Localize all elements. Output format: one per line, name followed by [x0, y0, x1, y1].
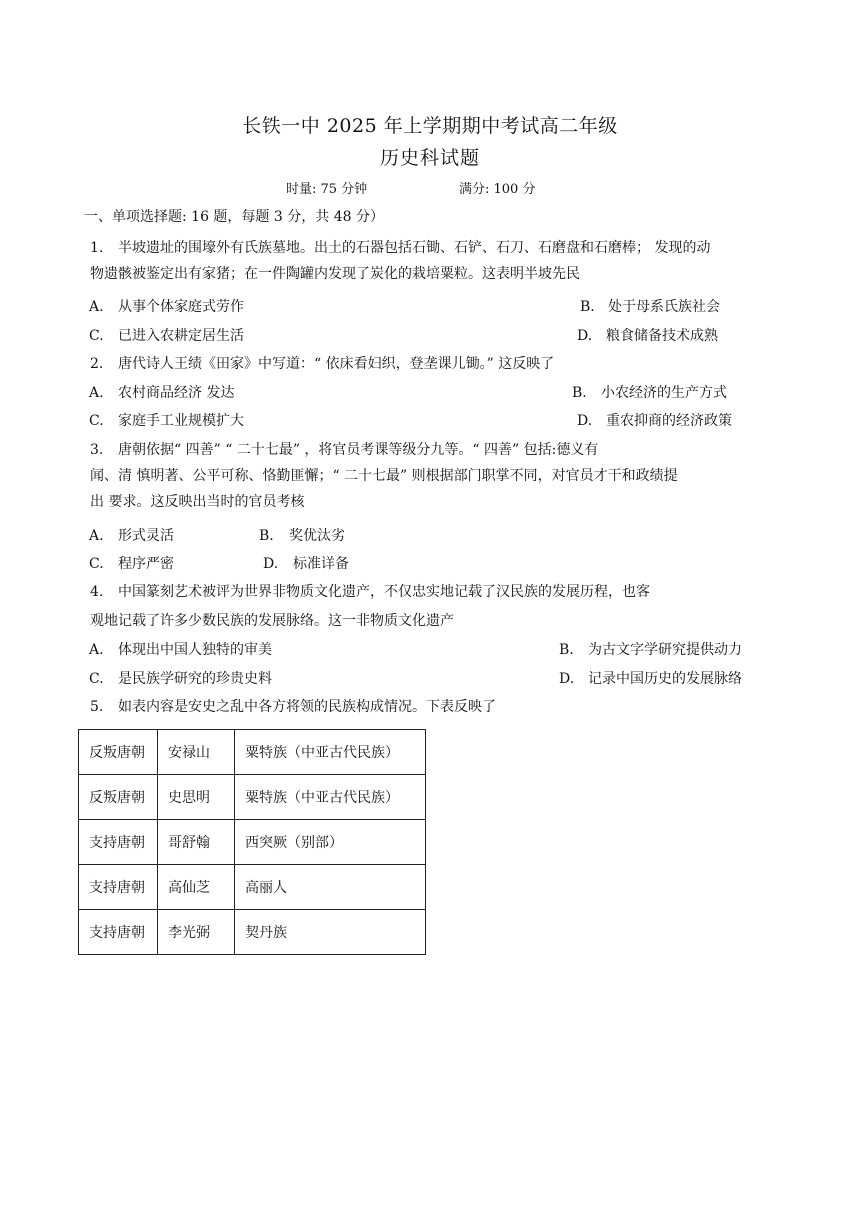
option-text: 已进入农耕定居生活: [118, 328, 244, 344]
question-stem-line: 中国篆刻艺术被评为世界非物质文化遗产，不仅忠实地记载了汉民族的发展历程，也客: [118, 584, 650, 600]
option-text: 从事个体家庭式劳作: [118, 299, 244, 315]
option-text: 奖优汰劣: [289, 528, 345, 544]
table-cell-general: 哥舒翰: [158, 820, 235, 865]
table-row: [79, 775, 426, 820]
question-stem-line: 观地记载了许多少数民族的发展脉络。这一非物质文化遗产: [90, 613, 454, 629]
option-text: 程序严密: [118, 556, 174, 572]
generals-ethnicity-table: [78, 729, 426, 955]
question-number: 4.: [90, 584, 104, 600]
question-stem-line: 闻、清 慎明著、公平可称、恪勤匪懈；“ 二十七最” 则根据部门职掌不同，对官员才干和政绩提: [90, 468, 678, 484]
table-cell-stance: 支持唐朝: [79, 910, 158, 955]
table-cell-general: 高仙芝: [158, 865, 235, 910]
option-letter: D.: [559, 671, 575, 687]
question-stem-line: 半坡遗址的围壕外有氏族墓地。出土的石器包括石锄、石铲、石刀、石磨盘和石磨棒； 发现的动: [118, 240, 711, 256]
option-text: 标准详备: [293, 556, 349, 572]
question-stem-line: 如表内容是安史之乱中各方将领的民族构成情况。下表反映了: [118, 699, 496, 715]
option-text: 粮食储备技术成熟: [606, 328, 718, 344]
table-row: [79, 820, 426, 865]
option-letter: D.: [263, 556, 279, 572]
option-text: 小农经济的生产方式: [601, 385, 727, 401]
option-letter: B.: [572, 385, 587, 401]
option-letter: D.: [577, 413, 593, 429]
option-letter: A.: [89, 642, 104, 658]
table-cell-general: 李光弼: [158, 910, 235, 955]
question-stem-line: 唐代诗人王绩《田家》中写道：“ 依床看妇织，登垄课儿锄。” 这反映了: [118, 356, 555, 372]
question-number: 1.: [90, 240, 104, 256]
table-cell-general: 安禄山: [158, 730, 235, 775]
option-letter: B.: [259, 528, 274, 544]
option-text: 为古文字学研究提供动力: [588, 642, 742, 658]
table-cell-ethnicity: 粟特族（中亚古代民族）: [235, 775, 426, 820]
option-letter: C.: [89, 556, 104, 572]
option-text: 是民族学研究的珍贵史料: [118, 671, 272, 687]
full-score: 满分: 100 分: [459, 182, 536, 197]
option-text: 形式灵活: [118, 528, 174, 544]
table-cell-stance: 支持唐朝: [79, 865, 158, 910]
option-text: 家庭手工业规模扩大: [118, 413, 244, 429]
time-limit: 时量: 75 分钟: [286, 182, 368, 197]
table-cell-ethnicity: 契丹族: [235, 910, 426, 955]
option-letter: A.: [89, 385, 104, 401]
option-letter: D.: [577, 328, 593, 344]
question-number: 5.: [90, 699, 104, 715]
exam-subject-title: 历史科试题: [379, 147, 480, 169]
table-cell-ethnicity: 西突厥（别部）: [235, 820, 426, 865]
question-stem-line: 唐朝依据“ 四善” “ 二十七最” ，将官员考课等级分九等。“ 四善” 包括:德义有: [118, 442, 599, 458]
table-cell-ethnicity: 粟特族（中亚古代民族）: [235, 730, 426, 775]
option-letter: A.: [89, 528, 104, 544]
option-text: 处于母系氏族社会: [608, 299, 720, 315]
question-number: 3.: [90, 442, 104, 458]
table-row: [79, 865, 426, 910]
table-cell-general: 史思明: [158, 775, 235, 820]
option-letter: C.: [89, 328, 104, 344]
option-letter: B.: [559, 642, 574, 658]
option-letter: C.: [89, 671, 104, 687]
section-heading: 一、单项选择题: 16 题，每题 3 分，共 48 分）: [84, 209, 384, 225]
table-cell-stance: 反叛唐朝: [79, 775, 158, 820]
table-row: [79, 910, 426, 955]
question-stem-line: 物遗骸被鉴定出有家猪；在一件陶罐内发现了炭化的栽培粟粒。这表明半坡先民: [90, 266, 580, 282]
option-letter: A.: [89, 299, 104, 315]
table-row: [79, 730, 426, 775]
table-cell-stance: 支持唐朝: [79, 820, 158, 865]
question-stem-line: 出 要求。这反映出当时的官员考核: [90, 494, 305, 510]
option-text: 重农抑商的经济政策: [606, 413, 732, 429]
exam-title: 长铁一中 2025 年上学期期中考试高二年级: [242, 115, 618, 137]
option-text: 记录中国历史的发展脉络: [588, 671, 742, 687]
option-text: 农村商品经济 发达: [118, 385, 235, 401]
table-cell-ethnicity: 高丽人: [235, 865, 426, 910]
option-text: 体现出中国人独特的审美: [118, 642, 272, 658]
question-number: 2.: [90, 356, 104, 372]
option-letter: B.: [580, 299, 595, 315]
table-cell-stance: 反叛唐朝: [79, 730, 158, 775]
option-letter: C.: [89, 413, 104, 429]
